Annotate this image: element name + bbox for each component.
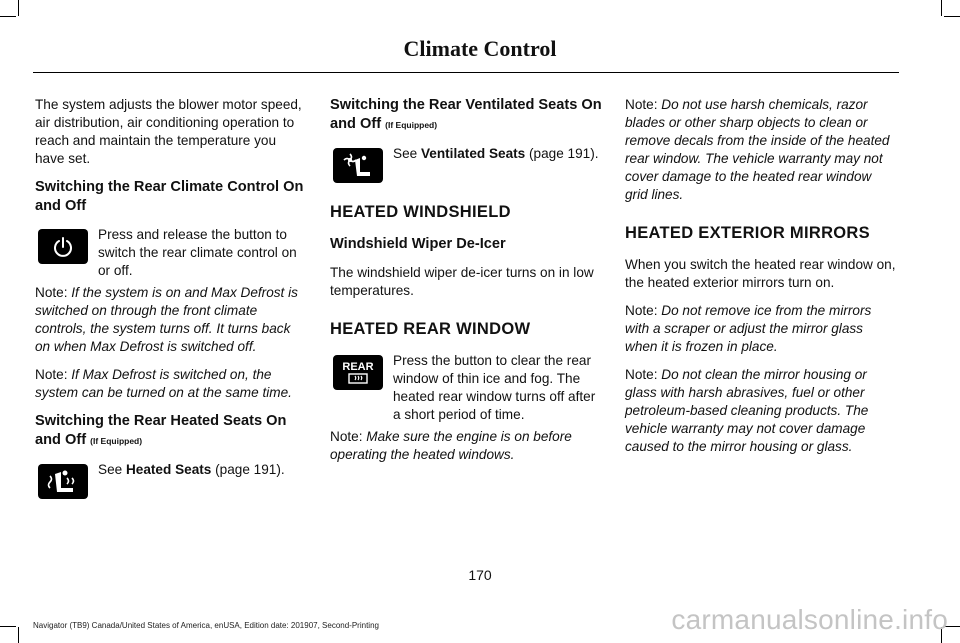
note-label: Note: xyxy=(35,285,68,300)
note-text: If Max Defrost is switched on, the system can be turned on at the same time. xyxy=(35,367,292,400)
if-equipped-label: (If Equipped) xyxy=(90,436,143,446)
rear-window-text: Press the button to clear the rear window of thin ice and fog. The heated rear window turns off after a short period of time. xyxy=(393,353,596,422)
power-icon xyxy=(38,229,88,264)
intro-paragraph: The system adjusts the blower motor speed, air distribution, air conditioning operation to reach and maintain the temperature you have set. xyxy=(35,97,302,166)
page-title: Climate Control xyxy=(403,36,557,61)
note-text: Make sure the engine is on before operating the heated windows. xyxy=(330,429,572,462)
edition-footer: Navigator (TB9) Canada/United States of America, enUSA, Edition date: 201907, Second-Printing xyxy=(33,621,379,630)
ventilated-seat-icon xyxy=(333,148,383,183)
heading-text: Switching the Rear Climate Control On and Off xyxy=(35,179,304,214)
heading-rear-climate xyxy=(35,178,307,216)
ventilated-seat-reference xyxy=(330,145,602,183)
mirrors-paragraph: When you switch the heated rear window on, the heated exterior mirrors turn on. xyxy=(625,257,896,290)
rear-defrost-icon xyxy=(333,355,383,390)
power-instruction xyxy=(35,226,307,280)
crop-mark xyxy=(0,626,16,627)
page-number: 170 xyxy=(468,567,492,583)
ventilated-seats-link[interactable]: Ventilated Seats xyxy=(420,146,526,161)
note-paragraph xyxy=(625,366,897,456)
note-paragraph xyxy=(625,302,897,356)
deicer-paragraph: The windshield wiper de-icer turns on in low temperatures. xyxy=(330,265,594,298)
crop-mark xyxy=(18,0,19,16)
note-paragraph xyxy=(35,284,307,356)
column-1 xyxy=(35,96,307,503)
note-label: Note: xyxy=(625,97,658,112)
heading-heated-windshield: HEATED WINDSHIELD xyxy=(330,203,511,221)
rear-window-instruction xyxy=(330,352,602,424)
heated-seat-icon xyxy=(38,464,88,499)
ventilated-seat-text xyxy=(393,145,602,163)
rear-icon-label: REAR xyxy=(342,360,374,373)
heading-rear-heated-seats xyxy=(35,412,307,451)
heading-heated-mirrors: HEATED EXTERIOR MIRRORS xyxy=(625,224,870,242)
page-reference: (page 191). xyxy=(529,146,599,161)
page-reference: (page 191). xyxy=(215,462,285,477)
crop-mark xyxy=(18,627,19,643)
note-text: Do not use harsh chemicals, razor blades or other sharp objects to clean or remove decals from the inside of the heated rear window. The vehicle warranty may not cover damage to the heated rear window grid lines. xyxy=(625,97,890,202)
crop-mark xyxy=(941,0,942,16)
see-prefix: See xyxy=(393,146,418,161)
note-label: Note: xyxy=(35,367,68,382)
note-paragraph xyxy=(330,428,602,464)
heated-seats-link[interactable]: Heated Seats xyxy=(125,462,212,477)
note-label: Note: xyxy=(330,429,363,444)
heading-wiper-deicer: Windshield Wiper De-Icer xyxy=(330,236,506,252)
note-text: Do not clean the mirror housing or glass with harsh abrasives, fuel or other petroleum-based cleaning products. The vehicle warranty may not cover damage caused to the mirror housing or glass. xyxy=(625,367,869,454)
crop-mark xyxy=(0,16,16,17)
see-prefix: See xyxy=(98,462,123,477)
if-equipped-label: (If Equipped) xyxy=(385,120,438,130)
power-text: Press and release the button to switch the rear climate control on or off. xyxy=(98,227,297,278)
heading-rear-ventilated-seats xyxy=(330,96,602,135)
heated-seat-reference xyxy=(35,461,307,499)
heading-text: Switching the Rear Ventilated Seats On and Off xyxy=(330,97,602,132)
watermark: carmanualsonline.info xyxy=(671,604,948,635)
heated-seat-text xyxy=(98,461,307,479)
note-paragraph xyxy=(625,96,897,204)
crop-mark xyxy=(944,16,960,17)
note-label: Note: xyxy=(625,303,658,318)
column-2 xyxy=(330,96,602,474)
note-text: Do not remove ice from the mirrors with a scraper or adjust the mirror glass when it is frozen in place. xyxy=(625,303,872,354)
heading-text: Switching the Rear Heated Seats On and Off xyxy=(35,413,287,448)
note-paragraph xyxy=(35,366,307,402)
note-label: Note: xyxy=(625,367,658,382)
header-divider xyxy=(33,72,899,73)
note-text: If the system is on and Max Defrost is switched on through the front climate controls, the system turns off. It turns back on when Max Defrost is switched off. xyxy=(35,285,298,354)
heading-heated-rear-window: HEATED REAR WINDOW xyxy=(330,320,531,338)
column-3 xyxy=(625,96,897,466)
